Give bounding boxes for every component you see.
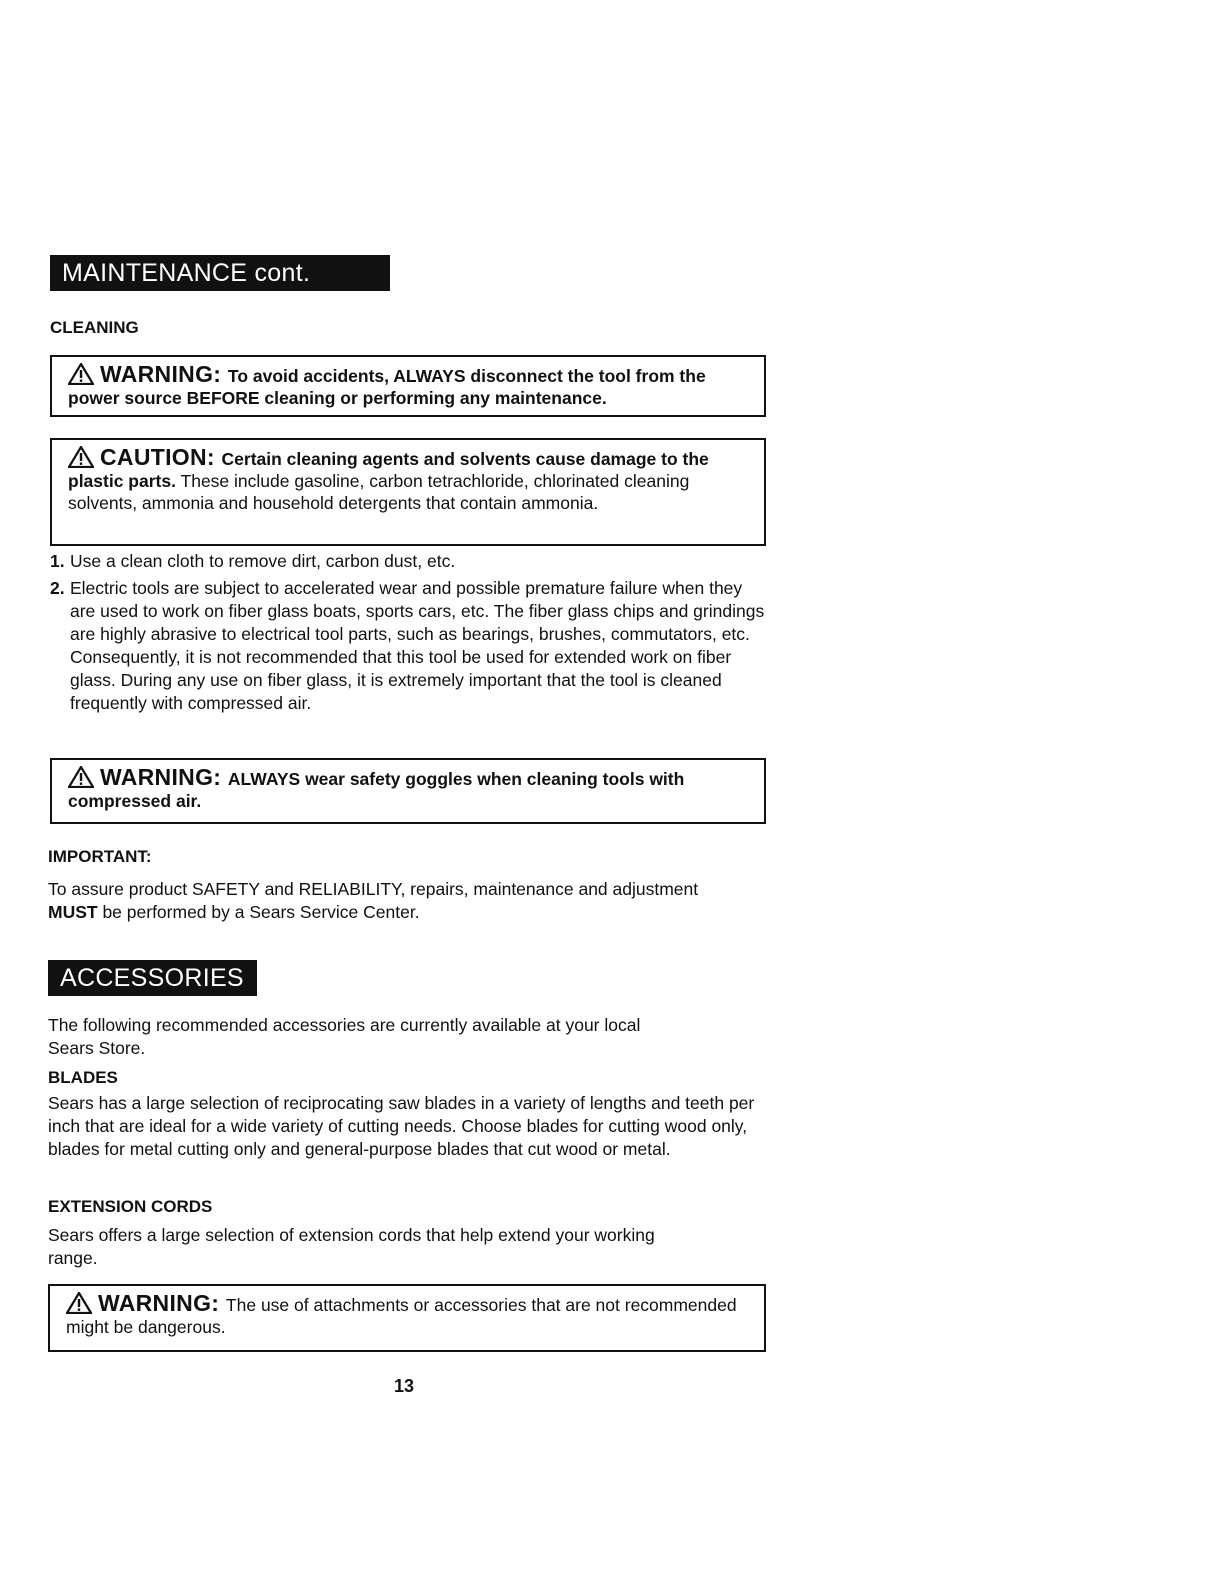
warning-text: To avoid accidents, ALWAYS disconnect the tool from the power source BEFORE cleaning or performing any maintenance. — [68, 366, 706, 408]
warning-goggles-box — [50, 758, 766, 824]
maintenance-banner: MAINTENANCE cont. — [50, 255, 390, 291]
warning-label: WARNING: — [98, 1290, 220, 1316]
warning-label: WARNING: — [100, 361, 222, 387]
warning-triangle-icon — [68, 766, 94, 788]
caution-text: These include gasoline, carbon tetrachloride, chlorinated cleaning solvents, ammonia and household detergents that contain ammonia. — [68, 471, 690, 513]
caution-label: CAUTION: — [100, 444, 215, 470]
caution-triangle-icon — [68, 446, 94, 468]
caution-bold-text: Certain cleaning agents and solvents cause damage to the plastic parts. — [68, 449, 709, 491]
warning-disconnect-box — [50, 355, 766, 417]
extension-cords-heading: EXTENSION CORDS — [48, 1197, 213, 1216]
list-item — [50, 577, 766, 715]
extension-cords-text: Sears offers a large selection of extension cords that help extend your working range. — [48, 1225, 655, 1268]
blades-heading: BLADES — [48, 1068, 118, 1087]
important-heading: IMPORTANT: — [48, 847, 152, 866]
warning-lead — [68, 361, 228, 387]
accessories-banner: ACCESSORIES — [48, 960, 257, 996]
caution-lead — [68, 444, 222, 470]
important-text-part2: be performed by a Sears Service Center. — [102, 902, 420, 922]
list-item — [50, 550, 766, 573]
caution-box — [50, 438, 766, 546]
cleaning-heading: CLEANING — [50, 318, 139, 337]
blades-text: Sears has a large selection of reciprocating saw blades in a variety of lengths and teeth per inch that are ideal for a wide variety of cutting needs. Choose blades for cutting wood only, blades for metal cutting only and general-purpose blades that cut wood or metal. — [48, 1093, 755, 1159]
cleaning-steps — [50, 550, 766, 715]
warning-accessories-box — [48, 1284, 766, 1352]
step-text: Use a clean cloth to remove dirt, carbon dust, etc. — [70, 551, 456, 571]
accessories-intro: The following recommended accessories are currently available at your local Sears Store. — [48, 1015, 641, 1058]
step-number: 2. — [50, 578, 65, 598]
important-must: MUST — [48, 902, 98, 922]
important-text-part1: To assure product SAFETY and RELIABILITY, repairs, maintenance and adjustment — [48, 879, 699, 899]
step-text: Electric tools are subject to accelerated wear and possible premature failure when they are used to work on fiber glass boats, sports cars, etc. The fiber glass chips and grindings are highly abrasive to electrical tool parts, such as bearings, brushes, commutators, etc. Consequently, it is not recommended that this tool be used for extended work on fiber glass. During any use on fiber glass, it is extremely important that the tool is cleaned frequently with compressed air. — [70, 578, 765, 713]
warning-text: ALWAYS wear safety goggles when cleaning tools with compressed air. — [68, 769, 685, 811]
warning-label: WARNING: — [100, 764, 222, 790]
warning-triangle-icon — [66, 1292, 92, 1314]
important-text — [48, 878, 728, 924]
warning-lead — [66, 1290, 226, 1316]
step-number: 1. — [50, 551, 65, 571]
page-number: 13 — [394, 1376, 415, 1396]
warning-lead — [68, 764, 228, 790]
warning-triangle-icon — [68, 363, 94, 385]
warning-text: The use of attachments or accessories that are not recommended might be dangerous. — [66, 1295, 737, 1337]
